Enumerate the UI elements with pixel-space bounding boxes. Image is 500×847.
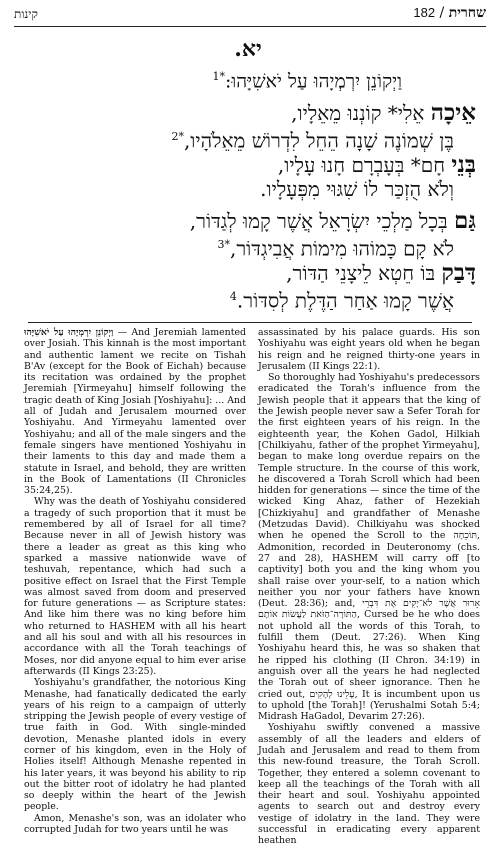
commentary [24,327,481,847]
kinnah-number: יא. [234,36,262,62]
running-head: 182 / שחרית [413,5,486,21]
commentary-paragraph: Why was the death of Yoshiyahu considered a tragedy of such proportion that it must be remembered by all of Israel for all time? Because never in all of Jewish history was there a leader as great as this king who sparked a massive nationwide wave of teshuvah, repentance, which had such a positive effect on Israel that the First Temple was almost saved from doom and preserved for future generations — as Scripture states: And like him there was no king before him who returned to HASHEM with all his heart and all his soul and with all his resources in accordance with all the Torah teachings of Moses, nor did anyone equal to him ever arise afterwards (II Kings 23:25). [24,496,246,677]
kinnah-intro-text: וַיְקוֹנֵן יִרְמְיָהוּ עַל יֹאשִׁיָּהוּ: [224,70,402,93]
commentary-paragraph: Yoshiyahu's grandfather, the notorious King Menashe, had fanatically dedicated the early years of his reign to a campaign of utterly stripping the Jewish people of every vestige of true faith in God. With single-minded devotion, Menashe planted idols in every corner of his kingdom, even in the Holy of Holies itself! Although Menashe repented in his later years, it was beyond his ability to rip out the bitter root of idolatry he had planted so deeply within the heart of the Jewish people. [24,677,246,813]
commentary-paragraph: So thoroughly had Yoshiyahu's predecessors eradicated the Torah's influence from the Jewish people that it appears that the king of the Jewish people never saw a Sefer Torah for the first eighteen years of his reign. In the eighteenth year, the Kohen Gadol, Hilkiah [Chilkiyahu, father of the prophet Yirmeyahu], began to make long overdue repairs on the Temple structure. In the course of this work, he discovered a Torah Scroll which had been hidden for generations — since the time of the wicked King Ahaz, father of Hezekiah [Chizkiyahu] and grandfather of Menashe (Metzudas David). Chilkiyahu was shocked when he opened the Scroll to the תּוֹכֵחָה, Admonition, recorded in Deuteronomy (chs. 27 and 28), HASHEM will carry off [to captivity] both you and the king whom you shall raise over your-self, to a nation which neither you nor your fathers have known (Deut. 28:36); and, אָרוּר אֲשֶׁר לֹא־יָקִים אֶת דִּבְרֵי הַתּוֹרָה־הַזֹּאת לַעֲשׂוֹת אוֹתָם, Cursed be he who does not uphold all the words of this Torah, to fulfill them (Deut. 27:26). When King Yoshiyahu heard this, he was so shaken that he ripped his clothing (II Chron. 34:19) in anguish over all the years he had neglected the Torah out of sheer ignorance. Then he cried out, עָלֵינוּ לְהָקִים, It is incumbent upon us to uphold [the Torah]! (Yerushalmi Sotah 5:4; Midrash HaGadol, Devarim 27:26). [258,372,481,723]
page-header [14,4,486,27]
verse-text: אֵלִי* קוֹנְנוּ מֵאֵלָיו, [291,101,431,126]
verse-line [20,125,476,153]
verse-line [20,150,476,178]
kinnah-intro [20,70,402,93]
verse-text: חָם* בְּעָבְרָם חָנוּ עָלָיו, [277,152,452,177]
commentary-column-left [24,327,247,836]
verse-line [20,233,476,261]
verse-text: בֶּן שְׁמוֹנֶה שָׁנָה הֵחֵל לִדְרוֹשׁ מֵאֵלֹהָיו, [183,128,454,153]
footnote-marker: *1 [212,70,225,83]
verse-text: לֹא קָם כָּמוֹהוּ מִימוֹת אֲבִיגְדּוֹר, [229,236,454,261]
footnote-marker: 4 [229,289,237,303]
kinnah-text [20,36,476,320]
page-number: 182 [413,5,436,20]
verse-text: וְלֹא הֻזְכַּר לוֹ שִׁגּוּי מִפְּעָלָיו. [260,176,454,201]
opening-word: אֵיכָה [430,99,476,127]
commentary-column-right [258,327,481,847]
verse-text: אֲשֶׁר קָמוּ אַחַר הַדֶּלֶת לְסִדּוֹר. [236,288,454,313]
stanza-2 [20,206,476,313]
footnote-marker: *2 [171,130,184,144]
commentary-paragraph [24,327,246,496]
section-divider [28,322,472,323]
verse-line [20,258,476,286]
service-title: שחרית [448,5,486,21]
section-title: קינות [14,7,38,21]
verse-line [20,285,476,313]
opening-word: בְּנֵי [451,150,476,178]
footnote-marker: *3 [217,237,230,251]
lemma: וַיְקוֹנֵן יִרְמְיָהוּ עַל יֹאשִׁיָּהוּ [24,327,114,338]
commentary-paragraph: Amon, Menashe's son, was an idolater who corrupted Judah for two years until he was [24,812,246,836]
verse-text: בְּכָל מַלְכֵי יִשְׂרָאֵל אֲשֶׁר קָמוּ לְגַדּוֹר, [189,208,455,233]
verse-text: בּוֹ חֵטְא לֵיצָנֵי הַדּוֹר, [286,260,442,285]
opening-word: גַּם [454,206,476,234]
verse-line [20,177,476,201]
opening-word: דָּבַק [441,258,476,286]
paragraph-text: — And Jeremiah lamented over Josiah. This kinnah is the most important and authentic lament we recite on Tishah B'Av (except for the Book of Eichah) because its recitation was ordained by the prophet Jeremiah [Yirmeyahu] himself following the tragic death of King Josiah [Yoshiyahu]: ... And all of Judah and Jerusalem mourned over Yoshiyahu. And Yirmeyahu lamented over Yoshiyahu; and all of the male singers and the female singers have mentioned Yoshiyahu in their laments to this day and made them a statute in Israel, and behold, they are written in the Book of Lamentations (II Chronicles 35:24,25). [24,327,247,497]
commentary-paragraph: assassinated by his palace guards. His son Yoshiyahu was eight years old when he began his reign and he reigned thirty-one years in Jerusalem (II Kings 22:1). [258,327,480,372]
verse-line [20,101,476,125]
verse-line [20,206,476,234]
stanza-1 [20,101,476,201]
commentary-paragraph: Yoshiyahu swiftly convened a massive assembly of all the leaders and elders of Judah and Jerusalem and read to them from this new-found treasure, the Torah Scroll. Together, they entered a solemn covenant to keep all the teachings of the Torah with all their heart and soul. Yoshiyahu appointed agents to search out and destroy every vestige of idolatry in the land. They were successful in eradicating every apparent heathen [258,722,480,847]
